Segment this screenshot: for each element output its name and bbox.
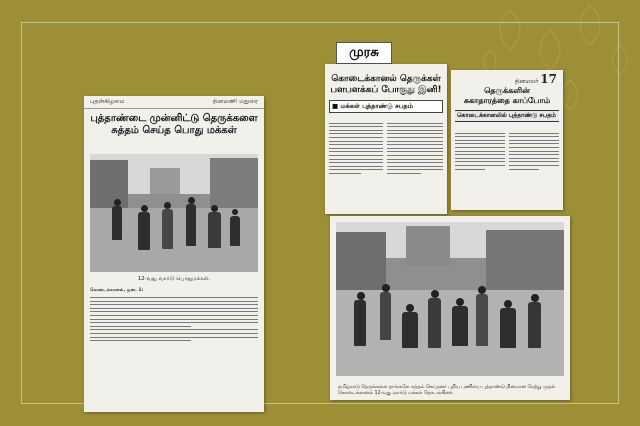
newspaper-clipping-murasu [325, 64, 447, 214]
photo-caption: 12-வது வார்டு பொதுமக்கள். [137, 276, 211, 282]
article-column-1 [329, 120, 383, 177]
headline-line-2: சுகாதாரத்தை காப்போம் [463, 96, 551, 105]
street-cleaning-photo [90, 154, 258, 272]
article-dateline: கொடைக்கானல், ஜன. 1: [90, 288, 144, 293]
newspaper-clipping-dinamalar [451, 70, 563, 210]
header-day: புதன்கிழமை [90, 98, 125, 105]
section-tag: ■ மக்கள் புத்தாண்டு சபதம் [329, 100, 443, 113]
newspaper-clipping-dinamani [84, 96, 264, 412]
article-column-1 [455, 130, 505, 172]
clipping-headline [84, 109, 264, 139]
headline-line-1: கொடைக்கானல் தெருக்கள் [331, 74, 441, 84]
headline-line-2: சுத்தம் செய்த பொது மக்கள் [111, 125, 237, 136]
headline-line-1: தெருக்களின் [484, 86, 530, 95]
section-tag: கொடைக்கானலில் புத்தாண்டு சபதம் [455, 110, 559, 122]
article-body [90, 288, 258, 344]
newspaper-photo-clipping [330, 216, 570, 400]
article-column-2 [387, 120, 443, 177]
murasu-masthead: முரசு [336, 42, 392, 64]
date-badge [515, 72, 557, 86]
section-tag-label: மக்கள் புத்தாண்டு சபதம் [340, 102, 414, 110]
clipping-headline [325, 64, 447, 98]
paper-name: தினமலர் [514, 78, 539, 85]
header-paper: தினமணி மதுரை [212, 98, 258, 105]
photo-caption: தமிழ்நாடு தெருக்களை தாங்களே சுத்தம் செய்தனர் புதிய பணியை புத்தாண்டு தினமான நேற்று முதல் கொடைக்கானல் 12-வது வார்டு மக்கள் தொடங்கினர். [338, 385, 556, 396]
clipping-header [84, 96, 264, 109]
headline-line-1: புத்தாண்டை முன்னிட்டு தெருக்களை [90, 113, 258, 124]
page-number: 17 [540, 72, 557, 86]
cleaning-crowd-photo [336, 222, 564, 376]
article-column-2 [509, 130, 559, 172]
headline-line-2: பளபளக்கப் போகுது இனி! [330, 85, 442, 95]
